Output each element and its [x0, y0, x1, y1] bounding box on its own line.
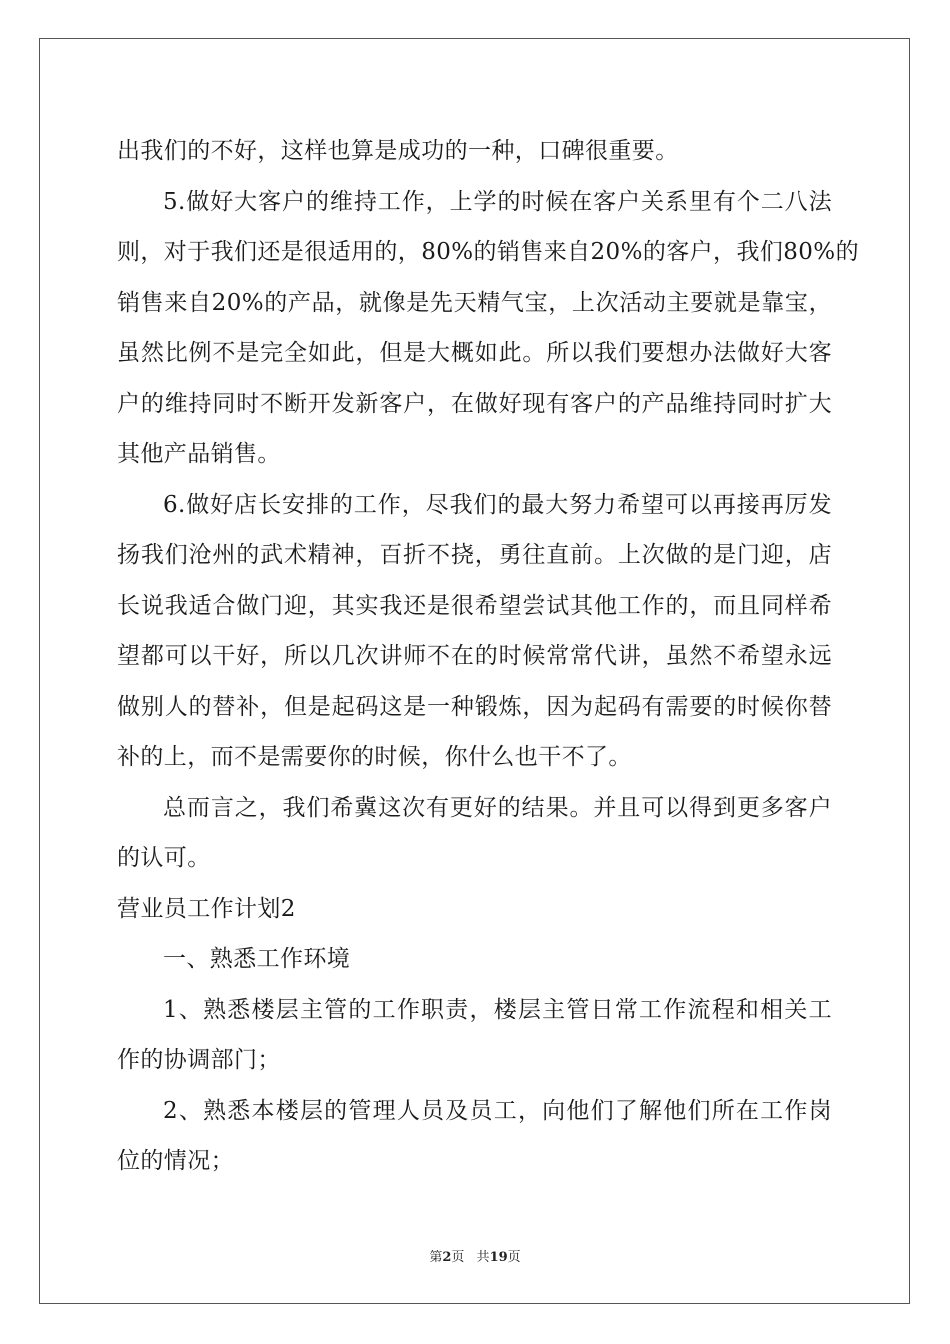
text-line: 望都可以干好，所以几次讲师不在的时候常常代讲，虽然不希望永远: [117, 643, 832, 669]
text-line: 2、熟悉本楼层的管理人员及员工，向他们了解他们所在工作岗: [163, 1097, 832, 1124]
text-line: 户的维持同时不断开发新客户，在做好现有客户的产品维持同时扩大: [117, 390, 832, 417]
text-line: 位的情况；: [117, 1148, 234, 1174]
text-line: 1、熟悉楼层主管的工作职责，楼层主管日常工作流程和相关工: [163, 996, 832, 1023]
text-line: 其他产品销售。: [117, 441, 281, 467]
text-line: 虽然比例不是完全如此，但是大概如此。所以我们要想办法做好大客: [117, 340, 832, 366]
total-pages-indicator: 共19页: [476, 1250, 521, 1265]
text-line: 则，对于我们还是很适用的，80%的销售来自20%的客户，我们80%的: [117, 239, 859, 265]
page-indicator: 第2页: [429, 1250, 465, 1265]
text-line: 销售来自20%的产品，就像是先天精气宝，上次活动主要就是靠宝，: [117, 289, 832, 316]
text-line: 5.做好大客户的维持工作，上学的时候在客户关系里有个二八法: [163, 188, 832, 215]
text-line: 长说我适合做门迎，其实我还是很希望尝试其他工作的，而且同样希: [117, 592, 832, 619]
text-line: 6.做好店长安排的工作，尽我们的最大努力希望可以再接再厉发: [163, 491, 832, 518]
text-line: 的认可。: [117, 845, 211, 871]
page-footer: [0, 1246, 950, 1265]
section-heading: 营业员工作计划2: [117, 895, 296, 922]
text-line: 补的上，而不是需要你的时候，你什么也干不了。: [117, 744, 632, 770]
document-body: [117, 126, 859, 1187]
text-line: 总而言之，我们希冀这次有更好的结果。并且可以得到更多客户: [163, 794, 832, 821]
text-line: 出我们的不好，这样也算是成功的一种，口碑很重要。: [117, 138, 679, 164]
text-line: 扬我们沧州的武术精神，百折不挠，勇往直前。上次做的是门迎，店: [117, 542, 832, 568]
text-line: 做别人的替补，但是起码这是一种锻炼，因为起码有需要的时候你替: [117, 693, 832, 720]
text-line: 作的协调部门；: [117, 1047, 281, 1073]
subsection-heading: 一、熟悉工作环境: [163, 946, 351, 972]
